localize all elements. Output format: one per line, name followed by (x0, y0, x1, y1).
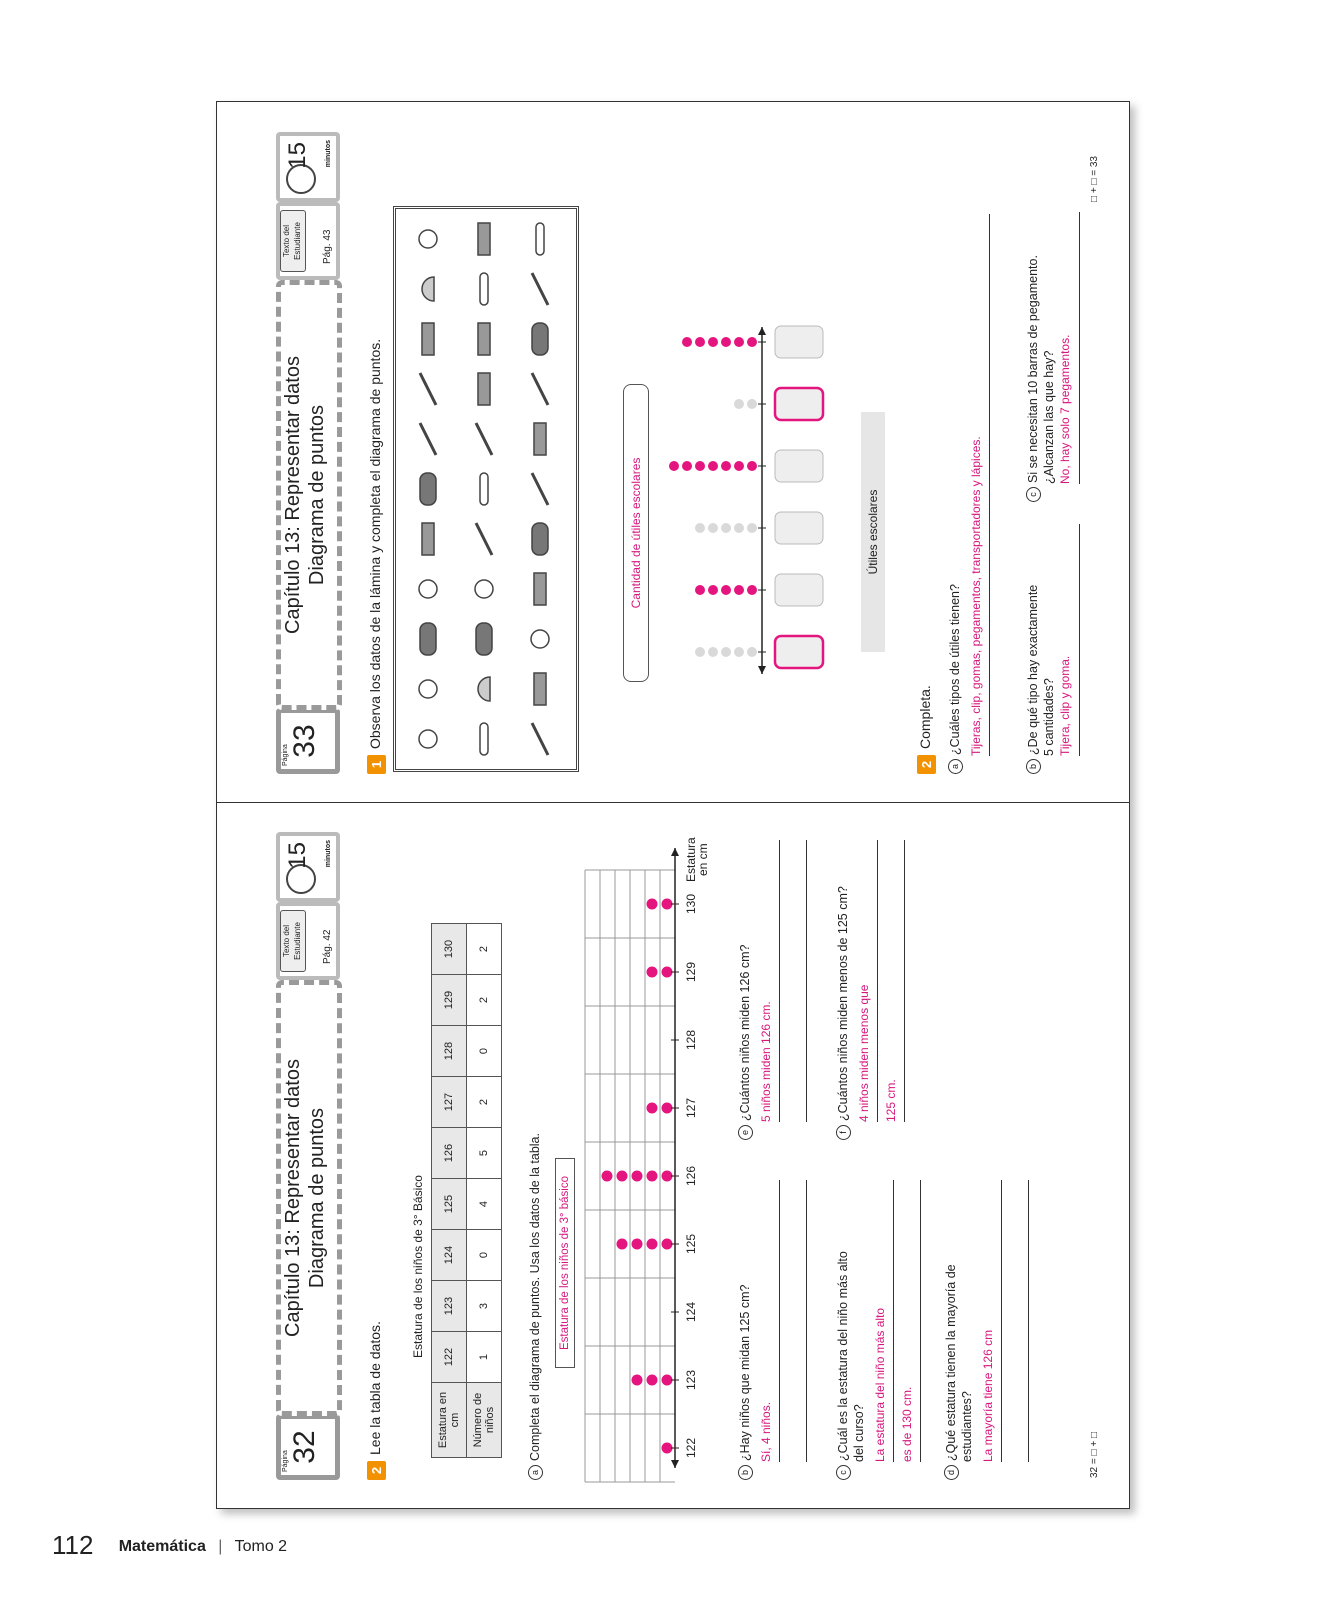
data-dot (695, 523, 705, 533)
data-dot (747, 399, 757, 409)
axis-arrow-left (671, 1460, 679, 1468)
supplies-picture (393, 206, 579, 772)
pencil-icon (532, 273, 548, 305)
book-icon: Texto del Estudiante (280, 210, 306, 272)
question-letter: a (528, 1465, 543, 1480)
data-dot (632, 1239, 643, 1250)
exercise-2-heading (917, 685, 936, 774)
tick-label: 125 (684, 1233, 698, 1255)
question-d (943, 1180, 1029, 1480)
question-text: ¿Hay niños que midan 125 cm? (738, 1284, 752, 1461)
data-dot (695, 461, 705, 471)
page-label: Página (282, 1450, 289, 1472)
page-number-box (276, 1414, 340, 1480)
answer-c-1: La estatura del niño más alto (867, 1180, 894, 1462)
paper-clip-icon (480, 723, 488, 755)
exercise-2-heading (367, 1321, 386, 1480)
data-dot (647, 1103, 658, 1114)
data-dot (647, 1239, 658, 1250)
answer-line (780, 840, 807, 1122)
textbook-reference (276, 202, 340, 280)
plot-title: Estatura de los niños de 3° básico (559, 1176, 571, 1351)
book-page: Pág. 43 (322, 229, 333, 264)
pencil-icon (532, 723, 548, 755)
question-a (947, 214, 990, 774)
question-letter: e (738, 1125, 753, 1140)
answer-b: Tijera, clip y goma. (1057, 524, 1080, 756)
exercise-number: 1 (367, 755, 386, 774)
book-icon: Texto del Estudiante (280, 910, 306, 972)
data-dot (734, 337, 744, 347)
tick-label: 124 (684, 1301, 698, 1323)
eraser-icon (532, 323, 548, 355)
minutes-label: minutos (325, 140, 332, 168)
answer-c: No, hay solo 7 pegamentos. (1057, 212, 1080, 484)
height-data-table (431, 923, 502, 1458)
data-dot (747, 523, 757, 533)
tick-label: 126 (684, 1165, 698, 1187)
question-text: ¿Qué estatura tienen la mayoría de (944, 1264, 958, 1461)
question-letter: a (948, 759, 963, 774)
row-header: Estatura en cm (432, 1383, 467, 1458)
book-page: Pág. 42 (322, 929, 333, 964)
count-cell: 2 (467, 924, 502, 975)
answer-e: 5 niños miden 126 cm. (753, 840, 780, 1122)
glue-stick-icon (478, 223, 490, 255)
page-number: 33 (288, 724, 321, 758)
height-cell: 130 (432, 924, 467, 975)
data-dot (669, 461, 679, 471)
question-text-2: 5 cantidades? (1042, 678, 1057, 756)
data-dot (747, 647, 757, 657)
chapter-title (276, 980, 342, 1416)
data-dot (647, 1375, 658, 1386)
data-dot (682, 461, 692, 471)
pencil-icon (420, 423, 436, 455)
question-c (1025, 212, 1080, 502)
tick-label: 123 (684, 1369, 698, 1391)
supply-transportador-icon (775, 388, 823, 420)
height-cell: 127 (432, 1077, 467, 1128)
data-dot (734, 399, 744, 409)
data-dot (632, 1171, 643, 1182)
height-cell: 125 (432, 1179, 467, 1230)
page-header (272, 102, 334, 802)
eraser-icon (420, 473, 436, 505)
time-box (276, 832, 340, 902)
count-cell: 3 (467, 1281, 502, 1332)
answer-b: Sí, 4 niños. (753, 1180, 780, 1462)
data-dot (682, 337, 692, 347)
table-caption: Estatura de los niños de 3° Básico (411, 1175, 425, 1358)
pencil-icon (476, 523, 492, 555)
question-letter: c (1026, 487, 1041, 502)
supply-tijeras-icon (775, 636, 823, 668)
data-dot (734, 585, 744, 595)
height-cell: 124 (432, 1230, 467, 1281)
tick-label: 128 (684, 1029, 698, 1051)
supply-pegamento-icon (775, 450, 823, 482)
plot-title-box (555, 1158, 575, 1368)
paper-clip-icon (480, 273, 488, 305)
data-dot (662, 1239, 673, 1250)
tick-label: 127 (684, 1097, 698, 1119)
data-dot (708, 523, 718, 533)
data-dot (662, 1171, 673, 1182)
answer-f-1: 4 niños miden menos que (851, 840, 878, 1122)
question-c (835, 1180, 921, 1480)
data-dot (632, 1375, 643, 1386)
data-dot (617, 1171, 628, 1182)
answer-d: La mayoría tiene 126 cm (975, 1180, 1002, 1462)
pencil-icon (476, 423, 492, 455)
data-dot (662, 1375, 673, 1386)
answer-c-2: es de 130 cm. (894, 1180, 921, 1462)
data-dot (721, 337, 731, 347)
x-axis-label: Útiles escolares (861, 412, 885, 652)
data-dot (734, 647, 744, 657)
count-cell: 0 (467, 1230, 502, 1281)
glue-stick-icon (534, 423, 546, 455)
corner-equation: 32 = □ + □ (1089, 1432, 1100, 1478)
minutes-value: 15 (284, 142, 311, 169)
data-dot (662, 1103, 673, 1114)
question-text: ¿Cuál es la estatura del niño más alto (836, 1251, 850, 1461)
supplies-dot-plot (647, 102, 887, 802)
title-line-2: Diagrama de puntos (306, 1107, 328, 1289)
exercise-text: Observa los datos de la lámina y completa el diagrama de puntos. (367, 338, 384, 749)
answer-line (1002, 1180, 1029, 1462)
height-dot-plot (575, 802, 715, 1508)
question-text: ¿De qué tipo hay exactamente (1026, 584, 1040, 755)
data-dot (708, 461, 718, 471)
axis-arrow-left (758, 666, 766, 674)
data-dot (721, 647, 731, 657)
question-text: ¿Cuáles tipos de útiles tienen? (948, 584, 962, 755)
question-a (527, 880, 543, 1480)
count-cell: 5 (467, 1128, 502, 1179)
question-f (835, 840, 905, 1140)
pencil-icon (532, 473, 548, 505)
question-b (1025, 524, 1080, 774)
answer-a: Tijeras, clip, gomas, pegamentos, transportadores y lápices. (963, 214, 990, 756)
title-line-2: Diagrama de puntos (306, 404, 328, 586)
footer (52, 1530, 287, 1561)
question-text: Si se necesitan 10 barras de pegamento. (1026, 255, 1040, 483)
paper-clip-icon (480, 473, 488, 505)
count-cell: 1 (467, 1332, 502, 1383)
page-number: 32 (288, 1430, 321, 1464)
footer-page-number: 112 (52, 1530, 94, 1560)
paper-clip-icon (536, 223, 544, 255)
eraser-icon (476, 623, 492, 655)
answer-line (780, 1180, 807, 1462)
data-dot (708, 337, 718, 347)
data-dot (721, 461, 731, 471)
data-dot (747, 337, 757, 347)
supply-lápiz-icon (775, 326, 823, 358)
footer-subject: Matemática (118, 1538, 206, 1556)
question-letter: f (836, 1125, 851, 1140)
count-cell: 2 (467, 975, 502, 1026)
data-dot (721, 585, 731, 595)
answer-f-2: 125 cm. (878, 840, 905, 1122)
question-e (737, 840, 807, 1140)
exercise-text: Lee la tabla de datos. (367, 1321, 384, 1455)
height-cell: 129 (432, 975, 467, 1026)
eraser-icon (532, 523, 548, 555)
minutes-label: minutos (325, 840, 332, 868)
data-dot (602, 1171, 613, 1182)
minutes-value: 15 (284, 842, 311, 869)
exercise-text: Completa. (917, 685, 934, 749)
eraser-icon (420, 623, 436, 655)
glue-stick-icon (478, 323, 490, 355)
data-dot (708, 585, 718, 595)
data-dot (617, 1239, 628, 1250)
question-letter: d (944, 1465, 959, 1480)
exercise-number: 2 (367, 1461, 386, 1480)
question-text: Completa el diagrama de puntos. Usa los datos de la tabla. (528, 1133, 542, 1461)
page-header (272, 802, 334, 1508)
table-row-counts (467, 924, 502, 1458)
data-dot (662, 1443, 673, 1454)
axis-arrow-right (758, 327, 766, 335)
exercise-number: 2 (917, 755, 936, 774)
data-dot (647, 967, 658, 978)
data-dot (695, 337, 705, 347)
count-cell: 2 (467, 1077, 502, 1128)
protractor-icon (422, 277, 434, 301)
count-cell: 4 (467, 1179, 502, 1230)
page-label: Página (282, 744, 289, 766)
glue-stick-icon (422, 323, 434, 355)
question-letter: b (738, 1465, 753, 1480)
question-text-2: estudiantes? (960, 1391, 975, 1462)
time-box (276, 132, 340, 202)
question-letter: b (1026, 759, 1041, 774)
question-text-2: del curso? (852, 1404, 867, 1462)
data-dot (747, 461, 757, 471)
supply-goma-icon (775, 512, 823, 544)
data-dot (708, 647, 718, 657)
glue-stick-icon (534, 673, 546, 705)
footer-separator: | (218, 1538, 223, 1556)
data-dot (662, 899, 673, 910)
title-line-1: Capítulo 13: Representar datos (282, 356, 304, 634)
scissors-icon (419, 580, 437, 598)
height-cell: 128 (432, 1026, 467, 1077)
height-cell: 123 (432, 1281, 467, 1332)
question-text-2: ¿Alcanzan las que hay? (1042, 350, 1057, 484)
textbook-reference (276, 902, 340, 980)
data-dot (662, 967, 673, 978)
exercise-1-heading (367, 339, 386, 774)
chapter-title (276, 280, 342, 710)
row-header: Número de niños (467, 1383, 502, 1458)
y-axis-label-box (623, 384, 649, 682)
data-dot (695, 585, 705, 595)
pencil-icon (420, 373, 436, 405)
data-dot (647, 1171, 658, 1182)
y-axis-label: Cantidad de útiles escolares (629, 457, 643, 609)
question-letter: c (836, 1465, 851, 1480)
data-dot (647, 899, 658, 910)
scissors-icon (531, 630, 549, 648)
page-33 (217, 102, 1129, 802)
table-row-heights (432, 924, 467, 1458)
count-cell: 0 (467, 1026, 502, 1077)
height-cell: 122 (432, 1332, 467, 1383)
question-b (737, 1180, 807, 1480)
pencil-icon (532, 373, 548, 405)
data-dot (734, 523, 744, 533)
glue-stick-icon (422, 523, 434, 555)
data-dot (734, 461, 744, 471)
x-axis-label: Estatura en cm (684, 837, 710, 882)
scissors-icon (419, 230, 437, 248)
tick-label: 122 (684, 1437, 698, 1459)
axis-arrow-right (671, 848, 679, 856)
corner-equation: □ + □ = 33 (1089, 156, 1100, 202)
question-text: ¿Cuántos niños miden menos de 125 cm? (836, 886, 850, 1121)
scissors-icon (419, 730, 437, 748)
supplies-grid (396, 209, 576, 769)
title-line-1: Capítulo 13: Representar datos (282, 1059, 304, 1337)
page-32 (217, 802, 1129, 1508)
supply-clip-icon (775, 574, 823, 606)
question-text: ¿Cuántos niños miden 126 cm? (738, 944, 752, 1121)
scissors-icon (419, 680, 437, 698)
book-spread (216, 101, 1130, 1509)
protractor-icon (478, 677, 490, 701)
glue-stick-icon (534, 573, 546, 605)
data-dot (721, 523, 731, 533)
height-cell: 126 (432, 1128, 467, 1179)
data-dot (747, 585, 757, 595)
glue-stick-icon (478, 373, 490, 405)
tick-label: 129 (684, 961, 698, 983)
scissors-icon (475, 580, 493, 598)
data-dot (695, 647, 705, 657)
page-number-box (276, 708, 340, 774)
footer-volume: Tomo 2 (234, 1538, 288, 1556)
tick-label: 130 (684, 893, 698, 915)
